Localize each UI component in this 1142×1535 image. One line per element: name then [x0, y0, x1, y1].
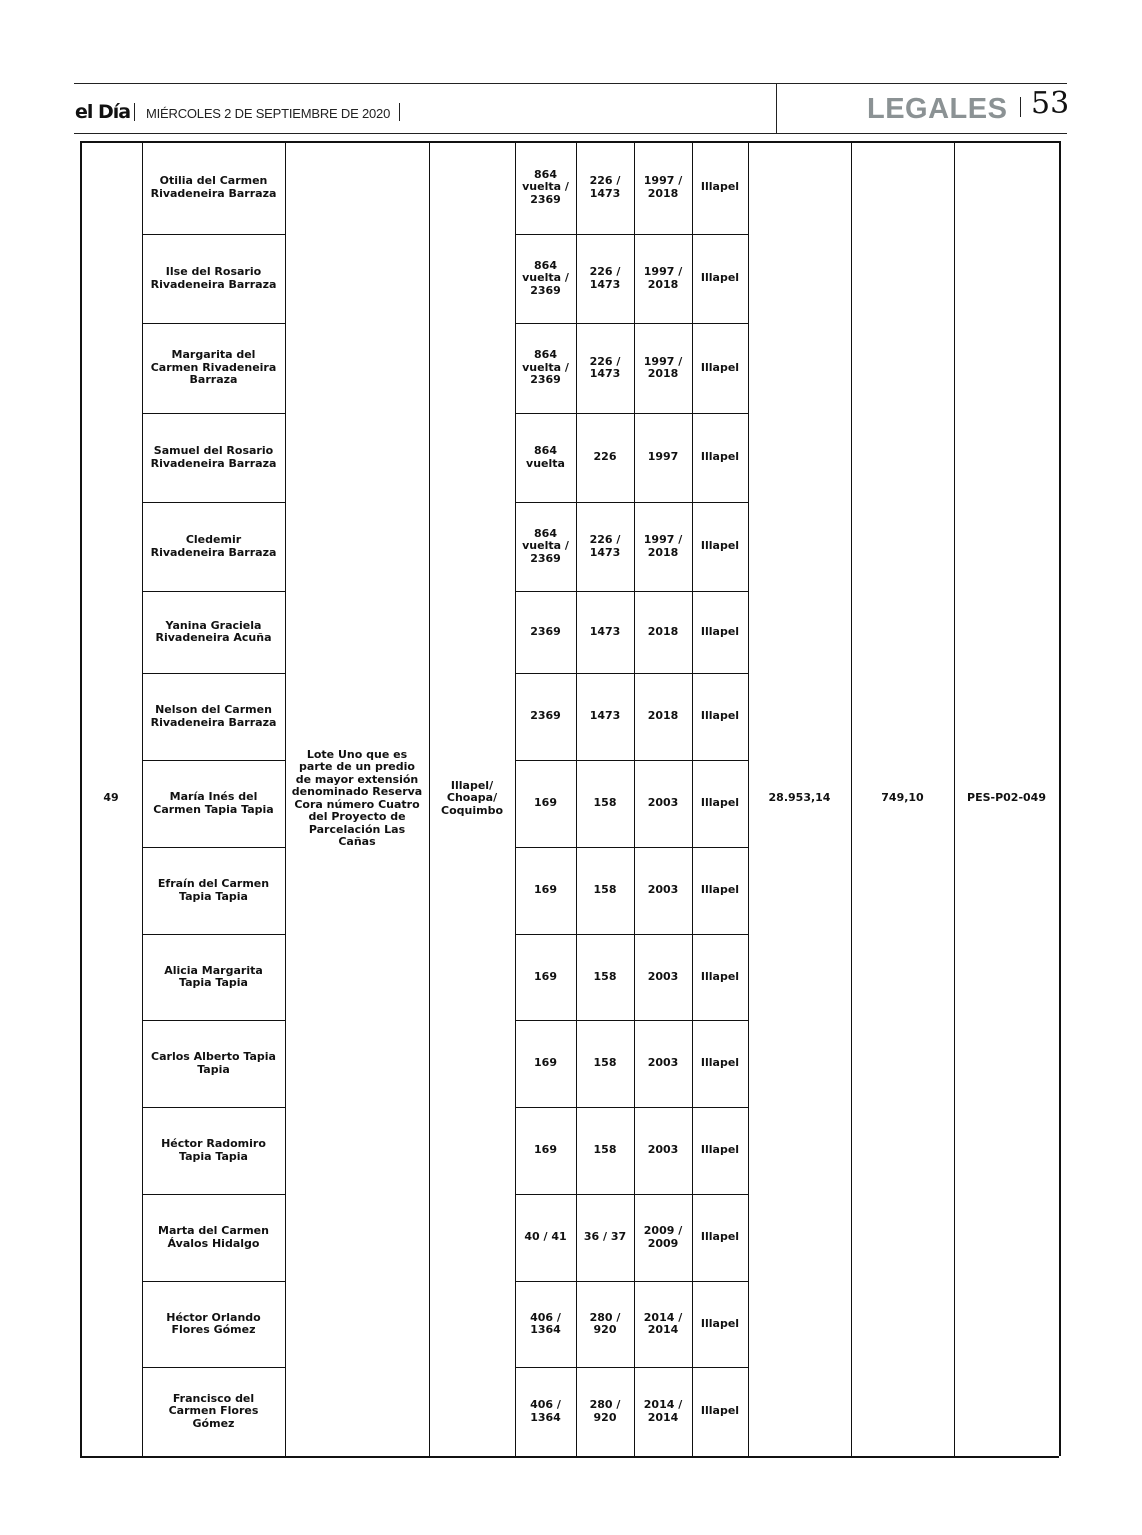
- header-top-rule: [74, 83, 1067, 84]
- registry-cell: [692, 591, 748, 673]
- area-cell: 28.953,14: [768, 791, 831, 805]
- owner-name-cell: [142, 1281, 285, 1367]
- owner-name-cell-text: Francisco del Carmen Flores Gómez: [168, 1391, 259, 1430]
- anio-cell-text: 2018: [647, 624, 679, 638]
- anio-cell: [634, 141, 692, 234]
- code-cell: PES-P02-049: [967, 791, 1046, 805]
- numero-cell: [576, 323, 634, 413]
- owner-name-cell: [142, 1020, 285, 1107]
- location-cell: Illapel/ Choapa/ Coquimbo: [441, 778, 503, 817]
- fojas-cell: [515, 934, 576, 1020]
- fojas-cell-text: 2369: [530, 624, 561, 638]
- anio-cell: [634, 1020, 692, 1107]
- registry-cell-text: Illapel: [700, 1143, 740, 1157]
- registry-cell-text: Illapel: [700, 1056, 740, 1070]
- registry-cell: [692, 1367, 748, 1456]
- owner-name-cell: [142, 323, 285, 413]
- owner-name-cell-text: Marta del Carmen Ávalos Hidalgo: [158, 1224, 269, 1250]
- owner-name-cell-text: Yanina Graciela Rivadeneira Acuña: [155, 618, 272, 644]
- numero-cell-text: 226 / 1473: [589, 174, 621, 200]
- anio-cell: [634, 591, 692, 673]
- fojas-cell-text: 406 / 1364: [530, 1398, 561, 1424]
- property-table: [80, 141, 1059, 1456]
- registry-cell: [692, 323, 748, 413]
- owner-name-cell: [142, 934, 285, 1020]
- newspaper-logo: el Día: [75, 101, 131, 123]
- numero-cell-text: 226 / 1473: [589, 265, 621, 291]
- numero-cell: [576, 847, 634, 934]
- registry-cell-text: Illapel: [700, 180, 740, 194]
- registry-cell-text: Illapel: [700, 1316, 740, 1330]
- fojas-cell-text: 40 / 41: [524, 1230, 567, 1244]
- fojas-cell: [515, 234, 576, 323]
- anio-cell-text: 2003: [647, 1143, 679, 1157]
- fojas-cell: [515, 323, 576, 413]
- owner-name-cell: [142, 847, 285, 934]
- numero-cell-text: 158: [593, 1143, 617, 1157]
- registry-cell-text: Illapel: [700, 883, 740, 897]
- fojas-cell-text: 864 vuelta: [526, 444, 565, 470]
- fojas-cell-text: 169: [534, 1143, 557, 1157]
- owner-name-cell-text: Héctor Orlando Flores Gómez: [166, 1310, 261, 1336]
- anio-cell-text: 1997 / 2018: [643, 174, 683, 200]
- owner-name-cell-text: María Inés del Carmen Tapia Tapia: [153, 790, 274, 816]
- numero-cell-text: 1473: [589, 624, 621, 638]
- value-cell: 749,10: [881, 791, 924, 805]
- fojas-cell-text: 864 vuelta / 2369: [522, 167, 569, 206]
- registry-cell: [692, 234, 748, 323]
- numero-cell: [576, 502, 634, 591]
- header-divider: [399, 103, 400, 121]
- anio-cell-text: 1997 / 2018: [643, 354, 683, 380]
- fojas-cell-text: 169: [534, 1056, 557, 1070]
- header-bottom-rule: [74, 133, 1067, 134]
- fojas-cell: [515, 502, 576, 591]
- numero-cell-text: 158: [593, 969, 617, 983]
- numero-cell: [576, 141, 634, 234]
- anio-cell: [634, 413, 692, 502]
- registry-cell-text: Illapel: [700, 450, 740, 464]
- registry-cell-text: Illapel: [700, 624, 740, 638]
- fojas-cell-text: 864 vuelta / 2369: [522, 348, 569, 387]
- registry-cell-text: Illapel: [700, 969, 740, 983]
- numero-cell-text: 1473: [589, 709, 621, 723]
- owner-name-cell-text: Efraín del Carmen Tapia Tapia: [157, 877, 270, 903]
- anio-cell-text: 2003: [647, 969, 679, 983]
- fojas-cell-text: 169: [534, 883, 557, 897]
- anio-cell: [634, 1367, 692, 1456]
- fojas-cell-text: 864 vuelta / 2369: [522, 258, 569, 297]
- anio-cell: [634, 847, 692, 934]
- publication-date: MIÉRCOLES 2 DE SEPTIEMBRE DE 2020: [146, 106, 391, 121]
- anio-cell: [634, 1107, 692, 1194]
- anio-cell-text: 2014 / 2014: [643, 1398, 683, 1424]
- registry-cell-text: Illapel: [700, 360, 740, 374]
- header-divider: [1020, 97, 1021, 117]
- anio-cell-text: 2003: [647, 1056, 679, 1070]
- anio-cell: [634, 760, 692, 847]
- fojas-cell: [515, 1107, 576, 1194]
- registry-cell: [692, 1281, 748, 1367]
- owner-name-cell-text: Ilse del Rosario Rivadeneira Barraza: [150, 265, 277, 291]
- anio-cell-text: 1997 / 2018: [643, 265, 683, 291]
- header-section-separator: [776, 84, 777, 133]
- registry-cell: [692, 760, 748, 847]
- section-title: LEGALES: [867, 93, 1008, 125]
- header-divider: [134, 103, 135, 121]
- anio-cell: [634, 934, 692, 1020]
- owner-name-cell-text: Cledemir Rivadeneira Barraza: [150, 533, 277, 559]
- owner-name-cell: [142, 591, 285, 673]
- registry-cell-text: Illapel: [700, 539, 740, 553]
- registry-cell-text: Illapel: [700, 1404, 740, 1418]
- anio-cell-text: 2009 / 2009: [643, 1224, 683, 1250]
- registry-cell-text: Illapel: [700, 709, 740, 723]
- fojas-cell: [515, 413, 576, 502]
- anio-cell-text: 2003: [647, 883, 679, 897]
- numero-cell: [576, 591, 634, 673]
- lot-number-cell: 49: [103, 791, 119, 805]
- numero-cell-text: 226: [593, 450, 617, 464]
- fojas-cell: [515, 141, 576, 234]
- owner-name-cell-text: Samuel del Rosario Rivadeneira Barraza: [150, 444, 277, 470]
- anio-cell-text: 2003: [647, 796, 679, 810]
- registry-cell-text: Illapel: [700, 796, 740, 810]
- anio-cell-text: 1997: [647, 450, 679, 464]
- owner-name-cell-text: Carlos Alberto Tapia Tapia: [151, 1050, 276, 1076]
- owner-name-cell: [142, 1194, 285, 1281]
- registry-cell: [692, 502, 748, 591]
- registry-cell: [692, 673, 748, 760]
- description-cell: Lote Uno que es parte de un predio de mayor extensión denominado Reserva Cora número Cuatro del Proyecto de Parcelación Las Cañas: [291, 747, 423, 848]
- anio-cell-text: 2018: [647, 709, 679, 723]
- numero-cell: [576, 413, 634, 502]
- column-divider: [80, 141, 82, 1456]
- anio-cell: [634, 323, 692, 413]
- table-border-bottom: [80, 1456, 1059, 1458]
- fojas-cell: [515, 673, 576, 760]
- registry-cell: [692, 1194, 748, 1281]
- fojas-cell: [515, 1020, 576, 1107]
- column-divider: [1059, 141, 1061, 1456]
- column-divider: [851, 141, 852, 1456]
- column-divider: [748, 141, 749, 1456]
- numero-cell: [576, 1194, 634, 1281]
- column-divider: [429, 141, 430, 1456]
- numero-cell-text: 226 / 1473: [589, 354, 621, 380]
- anio-cell: [634, 1194, 692, 1281]
- owner-name-cell: [142, 141, 285, 234]
- column-divider: [285, 141, 286, 1456]
- fojas-cell-text: 2369: [530, 709, 561, 723]
- owner-name-cell-text: Héctor Radomiro Tapia Tapia: [161, 1137, 266, 1163]
- numero-cell: [576, 234, 634, 323]
- anio-cell-text: 1997 / 2018: [643, 533, 683, 559]
- numero-cell-text: 158: [593, 883, 617, 897]
- anio-cell: [634, 673, 692, 760]
- numero-cell: [576, 760, 634, 847]
- owner-name-cell: [142, 760, 285, 847]
- fojas-cell: [515, 591, 576, 673]
- numero-cell: [576, 1107, 634, 1194]
- anio-cell: [634, 502, 692, 591]
- fojas-cell: [515, 1281, 576, 1367]
- owner-name-cell: [142, 502, 285, 591]
- fojas-cell-text: 169: [534, 969, 557, 983]
- registry-cell: [692, 1020, 748, 1107]
- column-divider: [954, 141, 955, 1456]
- owner-name-cell-text: Nelson del Carmen Rivadeneira Barraza: [150, 703, 277, 729]
- fojas-cell-text: 406 / 1364: [530, 1310, 561, 1336]
- owner-name-cell-text: Otilia del Carmen Rivadeneira Barraza: [150, 174, 277, 200]
- fojas-cell-text: 864 vuelta / 2369: [522, 526, 569, 565]
- fojas-cell: [515, 847, 576, 934]
- fojas-cell: [515, 760, 576, 847]
- numero-cell-text: 158: [593, 796, 617, 810]
- numero-cell-text: 36 / 37: [583, 1230, 627, 1244]
- registry-cell: [692, 847, 748, 934]
- numero-cell-text: 158: [593, 1056, 617, 1070]
- anio-cell: [634, 234, 692, 323]
- registry-cell: [692, 934, 748, 1020]
- anio-cell: [634, 1281, 692, 1367]
- owner-name-cell: [142, 234, 285, 323]
- registry-cell: [692, 141, 748, 234]
- owner-name-cell-text: Alicia Margarita Tapia Tapia: [164, 963, 263, 989]
- numero-cell: [576, 673, 634, 760]
- numero-cell-text: 226 / 1473: [589, 533, 621, 559]
- owner-name-cell-text: Margarita del Carmen Rivadeneira Barraza: [150, 348, 277, 387]
- fojas-cell: [515, 1367, 576, 1456]
- registry-cell: [692, 413, 748, 502]
- registry-cell: [692, 1107, 748, 1194]
- fojas-cell: [515, 1194, 576, 1281]
- fojas-cell-text: 169: [534, 796, 557, 810]
- owner-name-cell: [142, 1367, 285, 1456]
- numero-cell: [576, 934, 634, 1020]
- numero-cell: [576, 1281, 634, 1367]
- owner-name-cell: [142, 673, 285, 760]
- numero-cell-text: 280 / 920: [589, 1310, 621, 1336]
- page-number: 53: [1031, 86, 1070, 121]
- registry-cell-text: Illapel: [700, 271, 740, 285]
- numero-cell: [576, 1020, 634, 1107]
- owner-name-cell: [142, 1107, 285, 1194]
- anio-cell-text: 2014 / 2014: [643, 1310, 683, 1336]
- registry-cell-text: Illapel: [700, 1230, 740, 1244]
- numero-cell: [576, 1367, 634, 1456]
- numero-cell-text: 280 / 920: [589, 1398, 621, 1424]
- owner-name-cell: [142, 413, 285, 502]
